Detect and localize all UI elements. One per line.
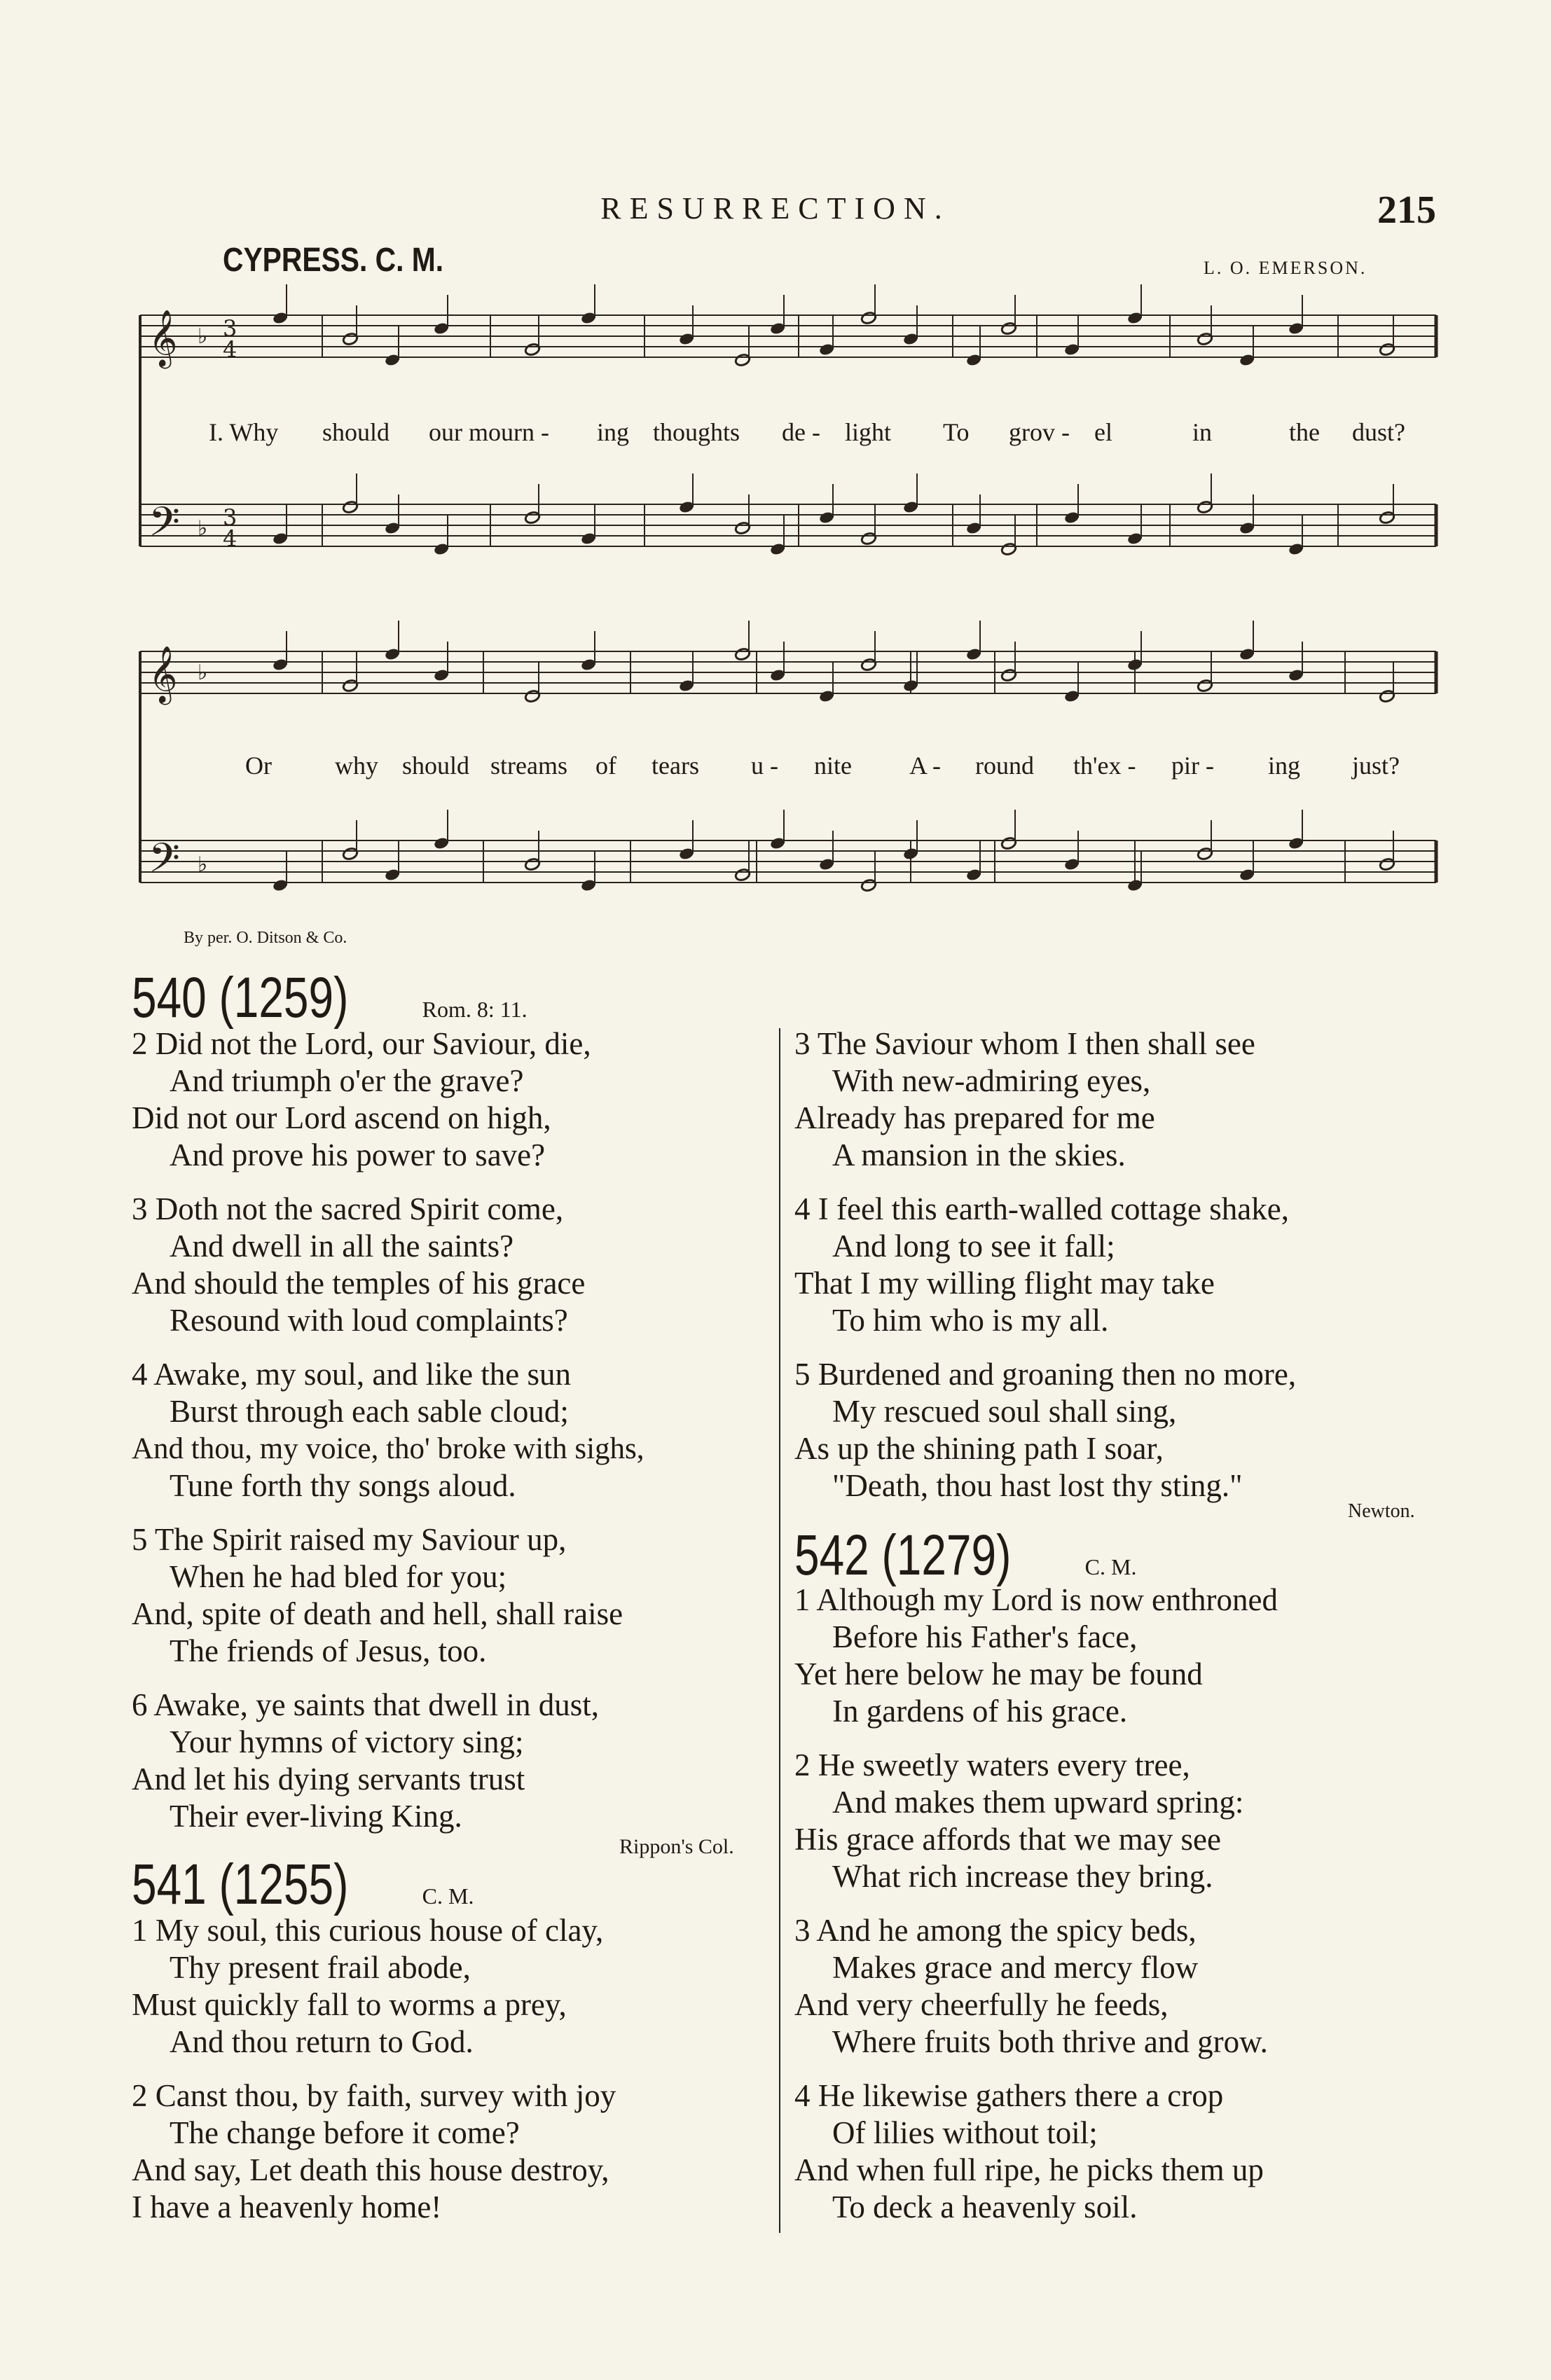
verse-line: Before his Father's face, — [832, 1619, 1138, 1654]
verse-line: Of lilies without toil; — [832, 2115, 1098, 2150]
lyric-syllable: of — [595, 752, 616, 780]
lyric-syllable: dust? — [1352, 418, 1405, 446]
verse-line: 5 Burdened and groaning then no more, — [794, 1357, 1297, 1392]
stanza — [132, 1356, 644, 1504]
hymn-number: 541 (1255) — [132, 1853, 349, 1916]
flat-sign-icon: ♭ — [198, 324, 208, 349]
verse-line: My rescued soul shall sing, — [832, 1394, 1177, 1429]
verse-line: 2 He sweetly waters every tree, — [794, 1748, 1190, 1783]
verse-line: And when full ripe, he picks them up — [794, 2152, 1264, 2187]
verse-line: 3 The Saviour whom I then shall see — [794, 1026, 1255, 1061]
hymn-number-540 — [132, 966, 528, 1030]
verse-line: Must quickly fall to worms a prey, — [132, 1987, 567, 2022]
hymn-meter: C. M. — [1084, 1554, 1137, 1579]
verse-line: Thy present frail abode, — [170, 1950, 471, 1985]
lyric-syllable: el — [1094, 418, 1112, 446]
lyric-syllable: should — [402, 752, 470, 780]
verse-line: 6 Awake, ye saints that dwell in dust, — [132, 1687, 600, 1722]
lyric-syllable: why — [335, 752, 378, 780]
lyric-syllable: Or — [245, 752, 272, 780]
verse-line: What rich increase they bring. — [832, 1859, 1213, 1894]
scripture-reference: Rom. 8: 11. — [422, 997, 528, 1022]
verse-line: The change before it come? — [170, 2115, 520, 2150]
flat-sign-icon: ♭ — [198, 852, 208, 877]
lyric-syllable: ing — [1268, 752, 1301, 780]
verse-line: 4 He likewise gathers there a crop — [794, 2078, 1224, 2113]
stanza — [132, 1191, 585, 1339]
time-signature: 3 — [223, 315, 237, 342]
page-header-title: RESURRECTION. — [600, 191, 951, 226]
hymn-number-541 — [132, 1853, 474, 1916]
author-attribution: Newton. — [1348, 1500, 1415, 1522]
lyric-syllable: light — [845, 418, 892, 446]
verse-line: Where fruits both thrive and grow. — [832, 2024, 1268, 2059]
verse-line: And should the temples of his grace — [132, 1266, 586, 1301]
lyric-syllable: nite — [814, 752, 852, 780]
verse-line: 4 I feel this earth-walled cottage shake, — [794, 1191, 1289, 1226]
stanza — [794, 1025, 1255, 1174]
verse-line: 1 Although my Lord is now enthroned — [794, 1582, 1278, 1617]
lyric-syllable: de - — [782, 418, 820, 446]
verse-line: I have a heavenly home! — [132, 2189, 442, 2225]
verse-line: "Death, thou hast lost thy sting." — [832, 1468, 1243, 1503]
column-divider — [779, 1028, 780, 2233]
stanza — [132, 1912, 603, 2061]
author-attribution: Rippon's Col. — [619, 1835, 734, 1858]
lyric-syllable: ing — [597, 418, 630, 446]
stanza — [132, 1521, 623, 1670]
lyric-syllable: To — [943, 418, 970, 446]
stanza — [132, 1687, 599, 1835]
lyric-syllable: th'ex - — [1073, 752, 1136, 780]
verse-line: 2 Canst thou, by faith, survey with joy — [132, 2078, 616, 2113]
time-signature: 4 — [223, 336, 237, 363]
verse-line: And thou return to God. — [170, 2024, 474, 2059]
verse-line: And very cheerfully he feeds, — [794, 1987, 1169, 2022]
verse-line: As up the shining path I soar, — [794, 1431, 1164, 1466]
bass-clef-icon: 𝄢 — [149, 498, 181, 555]
verse-line: And thou, my voice, tho' broke with sighs, — [132, 1432, 644, 1465]
lyric-syllable: thoughts — [653, 418, 740, 446]
permission-credit: By per. O. Ditson & Co. — [184, 929, 347, 947]
stanza — [794, 1912, 1268, 2061]
verse-line: With new-admiring eyes, — [832, 1063, 1151, 1098]
verse-line: Resound with loud complaints? — [170, 1303, 568, 1338]
page-number: 215 — [1377, 188, 1436, 232]
time-signature: 4 — [223, 525, 237, 552]
lyric-syllable: A - — [909, 752, 941, 780]
verse-line: And triumph o'er the grave? — [170, 1063, 524, 1098]
verse-line: 1 My soul, this curious house of clay, — [132, 1913, 604, 1948]
verse-line: 2 Did not the Lord, our Saviour, die, — [132, 1026, 591, 1061]
verse-line: And prove his power to save? — [170, 1137, 546, 1172]
verse-line: 5 The Spirit raised my Saviour up, — [132, 1522, 567, 1557]
verse-line: That I my willing flight may take — [794, 1266, 1215, 1301]
stanza — [794, 1356, 1296, 1504]
verse-line: Already has prepared for me — [794, 1100, 1155, 1135]
lyric-syllable: grov - — [1009, 418, 1070, 446]
verse-line: Did not our Lord ascend on high, — [132, 1100, 551, 1135]
lyric-syllable: streams — [490, 752, 567, 780]
bass-clef-icon: 𝄢 — [149, 834, 181, 892]
lyric-syllable: should — [322, 418, 390, 446]
verse-line: Makes grace and mercy flow — [832, 1950, 1199, 1985]
verse-line: And, spite of death and hell, shall raise — [132, 1596, 623, 1631]
lyric-syllable: pir - — [1171, 752, 1214, 780]
verse-line: His grace affords that we may see — [794, 1822, 1221, 1857]
hymn-number: 540 (1259) — [132, 966, 349, 1030]
verse-line: To deck a heavenly soil. — [832, 2189, 1138, 2225]
hymn-meter: C. M. — [422, 1883, 474, 1909]
stanza — [794, 1191, 1289, 1339]
music-score — [0, 0, 1551, 981]
lyric-syllable: our mourn - — [429, 418, 549, 446]
lyric-syllable: tears — [652, 752, 699, 780]
lyric-syllable: u - — [751, 752, 778, 780]
stanza — [132, 2077, 616, 2226]
verse-line: And makes them upward spring: — [832, 1785, 1244, 1820]
verse-line: When he had bled for you; — [170, 1559, 507, 1594]
lyric-syllable: in — [1192, 418, 1213, 446]
stanza — [794, 1747, 1243, 1895]
verse-line: 3 And he among the spicy beds, — [794, 1913, 1197, 1948]
verse-line: And long to see it fall; — [832, 1229, 1115, 1264]
stanza — [132, 1025, 591, 1174]
verse-line: Burst through each sable cloud; — [170, 1394, 569, 1429]
flat-sign-icon: ♭ — [198, 516, 208, 541]
hymn-number: 542 (1279) — [794, 1523, 1012, 1587]
verse-line: Your hymns of victory sing; — [170, 1724, 524, 1759]
treble-clef-icon: 𝄞 — [149, 309, 178, 366]
time-signature: 3 — [223, 504, 237, 531]
stanza — [794, 2077, 1264, 2226]
verse-line: In gardens of his grace. — [832, 1694, 1128, 1729]
lyric-syllable: I. Why — [209, 418, 279, 446]
stanza — [794, 1582, 1278, 1730]
verse-line: Yet here below he may be found — [794, 1656, 1203, 1691]
verse-line: The friends of Jesus, too. — [170, 1633, 487, 1668]
verse-line: Tune forth thy songs aloud. — [170, 1468, 516, 1503]
lyric-syllable: round — [975, 752, 1034, 780]
verse-line: To him who is my all. — [832, 1303, 1109, 1338]
verse-line: A mansion in the skies. — [832, 1137, 1126, 1172]
verse-line: And dwell in all the saints? — [170, 1229, 514, 1264]
verse-line: And say, Let death this house destroy, — [132, 2152, 609, 2187]
verse-line: Their ever-living King. — [170, 1799, 462, 1834]
verse-line: 4 Awake, my soul, and like the sun — [132, 1357, 572, 1392]
lyric-syllable: the — [1289, 418, 1320, 446]
verse-line: 3 Doth not the sacred Spirit come, — [132, 1191, 564, 1226]
hymn-number-542 — [794, 1523, 1137, 1587]
composer-credit: L. O. EMERSON. — [1204, 258, 1367, 278]
flat-sign-icon: ♭ — [198, 660, 208, 685]
treble-clef-icon: 𝄞 — [149, 645, 178, 703]
verse-line: And let his dying servants trust — [132, 1762, 525, 1797]
tune-name: CYPRESS. C. M. — [223, 242, 444, 279]
lyric-syllable: just? — [1352, 752, 1400, 780]
